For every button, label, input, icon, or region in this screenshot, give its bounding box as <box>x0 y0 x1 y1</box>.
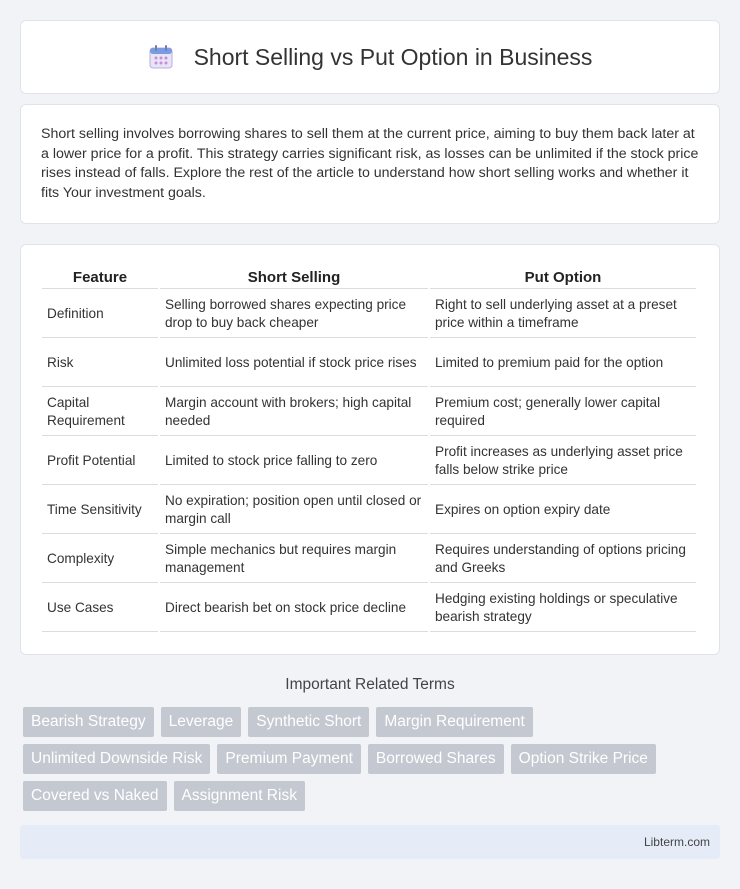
put-option-cell: Profit increases as underlying asset price falls below strike price <box>430 438 696 485</box>
intro-paragraph: Short selling involves borrowing shares to sell them at the current price, aiming to buy them back later at a lower price for a profit. This strategy carries significant risk, as losses can be unlimited if the stock price rises instead of falls. Explore the rest of the article to understand how short selling works and whether it fits Your investment goals. <box>41 126 699 201</box>
put-option-cell: Limited to premium paid for the option <box>430 340 696 387</box>
related-terms-list <box>23 707 723 811</box>
short-selling-cell: Limited to stock price falling to zero <box>160 438 428 485</box>
column-header-short-selling: Short Selling <box>160 265 428 289</box>
short-selling-cell: Direct bearish bet on stock price decline <box>160 585 428 632</box>
table-header-row <box>42 265 696 289</box>
feature-cell: Complexity <box>42 536 158 583</box>
table-row <box>42 536 696 583</box>
table-row <box>42 340 696 387</box>
put-option-cell: Premium cost; generally lower capital required <box>430 389 696 436</box>
page-title: Short Selling vs Put Option in Business <box>193 43 593 70</box>
put-option-cell: Right to sell underlying asset at a preset price within a timeframe <box>430 291 696 338</box>
feature-cell: Risk <box>42 340 158 387</box>
column-header-put-option: Put Option <box>430 265 696 289</box>
related-terms-title: Important Related Terms <box>285 676 455 693</box>
short-selling-cell: No expiration; position open until closed or margin call <box>160 487 428 534</box>
table-row <box>42 389 696 436</box>
footer <box>20 825 720 859</box>
comparison-table <box>40 263 698 634</box>
term-tag[interactable]: Option Strike Price <box>511 744 656 774</box>
put-option-cell: Hedging existing holdings or speculative bearish strategy <box>430 585 696 632</box>
put-option-cell: Expires on option expiry date <box>430 487 696 534</box>
column-header-feature: Feature <box>42 265 158 289</box>
put-option-cell: Requires understanding of options pricing and Greeks <box>430 536 696 583</box>
table-row <box>42 487 696 534</box>
term-tag[interactable]: Assignment Risk <box>174 781 305 811</box>
term-tag[interactable]: Bearish Strategy <box>23 707 154 737</box>
title-card <box>20 20 720 94</box>
term-tag[interactable]: Margin Requirement <box>376 707 532 737</box>
feature-cell: Use Cases <box>42 585 158 632</box>
term-tag[interactable]: Unlimited Downside Risk <box>23 744 210 774</box>
short-selling-cell: Selling borrowed shares expecting price drop to buy back cheaper <box>160 291 428 338</box>
short-selling-cell: Simple mechanics but requires margin management <box>160 536 428 583</box>
term-tag[interactable]: Borrowed Shares <box>368 744 504 774</box>
feature-cell: Capital Requirement <box>42 389 158 436</box>
table-row <box>42 585 696 632</box>
short-selling-cell: Unlimited loss potential if stock price rises <box>160 340 428 387</box>
footer-site-link[interactable]: Libterm.com <box>643 835 710 849</box>
intro-card <box>20 104 720 224</box>
term-tag[interactable]: Leverage <box>161 707 242 737</box>
term-tag[interactable]: Covered vs Naked <box>23 781 167 811</box>
table-row <box>42 438 696 485</box>
term-tag[interactable]: Premium Payment <box>217 744 360 774</box>
feature-cell: Time Sensitivity <box>42 487 158 534</box>
short-selling-cell: Margin account with brokers; high capital needed <box>160 389 428 436</box>
comparison-table-card <box>20 244 720 655</box>
feature-cell: Definition <box>42 291 158 338</box>
term-tag[interactable]: Synthetic Short <box>248 707 369 737</box>
table-row <box>42 291 696 338</box>
calendar-icon <box>148 44 174 70</box>
feature-cell: Profit Potential <box>42 438 158 485</box>
